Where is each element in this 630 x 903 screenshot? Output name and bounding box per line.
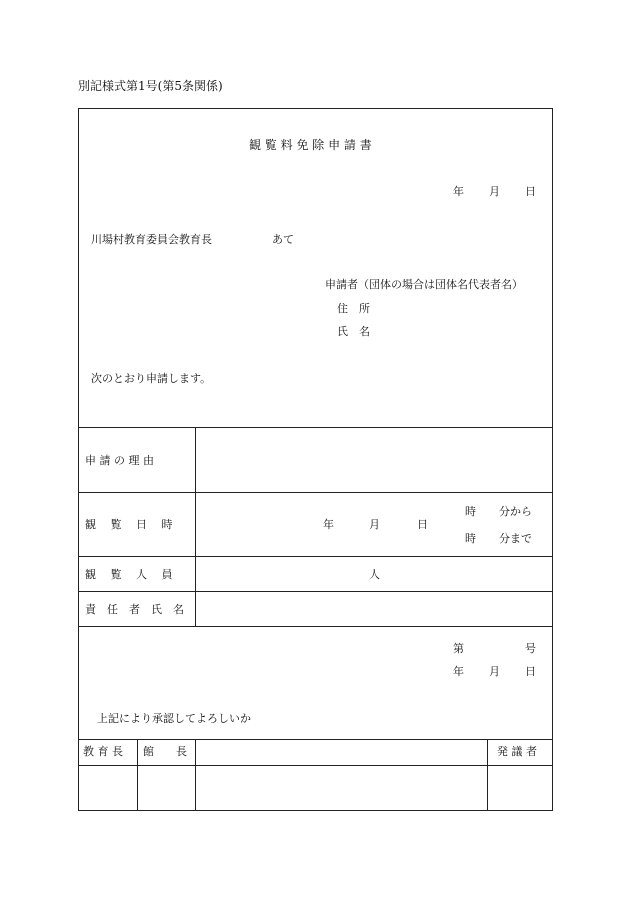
application-form <box>78 108 553 811</box>
director-seal-box[interactable] <box>138 766 195 810</box>
reason-label: 申 請 の 理 由 <box>85 454 154 467</box>
form-number: 別記様式第1号(第5条関係) <box>78 79 223 93</box>
approval-year-label: 年 <box>453 665 464 678</box>
divider <box>79 626 552 627</box>
date-month-label: 月 <box>489 185 500 198</box>
approval-statement: 上記により承認してよろしいか <box>97 712 251 725</box>
datetime-label: 観 覧 日 時 <box>85 518 173 531</box>
visitors-unit: 人 <box>369 568 380 581</box>
responsible-label: 責 任 者 氏 名 <box>85 603 184 616</box>
datetime-year-label: 年 <box>323 518 334 531</box>
applicant-label: 申請者（団体の場合は団体名代表者名） <box>325 278 523 291</box>
approval-month-label: 月 <box>489 665 500 678</box>
reason-field[interactable] <box>196 428 552 491</box>
datetime-month-label: 月 <box>369 518 380 531</box>
signoff-blank-box[interactable] <box>196 766 487 810</box>
approval-day-label: 日 <box>525 665 536 678</box>
date-year-label: 年 <box>453 185 464 198</box>
issuer-label: 発 議 者 <box>497 745 537 758</box>
datetime-to-minute-label: 分まで <box>499 532 532 545</box>
datetime-from-hour-label: 時 <box>465 505 476 518</box>
form-title: 観 覧 料 免 除 申 請 書 <box>249 138 372 152</box>
datetime-from-minute-label: 分から <box>499 505 532 518</box>
responsible-field[interactable] <box>196 592 552 625</box>
recipient-honorific: あて <box>272 233 294 246</box>
superintendent-label: 教 育 長 <box>83 745 123 758</box>
applicant-address-label: 住 所 <box>337 302 370 315</box>
divider <box>79 739 552 740</box>
approval-number-prefix: 第 <box>453 642 464 655</box>
director-label: 館 長 <box>143 745 187 758</box>
recipient-name: 川場村教育委員会教育長 <box>91 233 212 246</box>
approval-number-suffix: 号 <box>525 642 536 655</box>
application-statement: 次のとおり申請します。 <box>91 372 212 385</box>
issuer-seal-box[interactable] <box>488 766 552 810</box>
datetime-day-label: 日 <box>417 518 428 531</box>
datetime-to-hour-label: 時 <box>465 532 476 545</box>
applicant-name-label: 氏 名 <box>337 325 370 338</box>
date-day-label: 日 <box>525 185 536 198</box>
visitors-label: 観 覧 人 員 <box>85 568 173 581</box>
superintendent-seal-box[interactable] <box>79 766 137 810</box>
